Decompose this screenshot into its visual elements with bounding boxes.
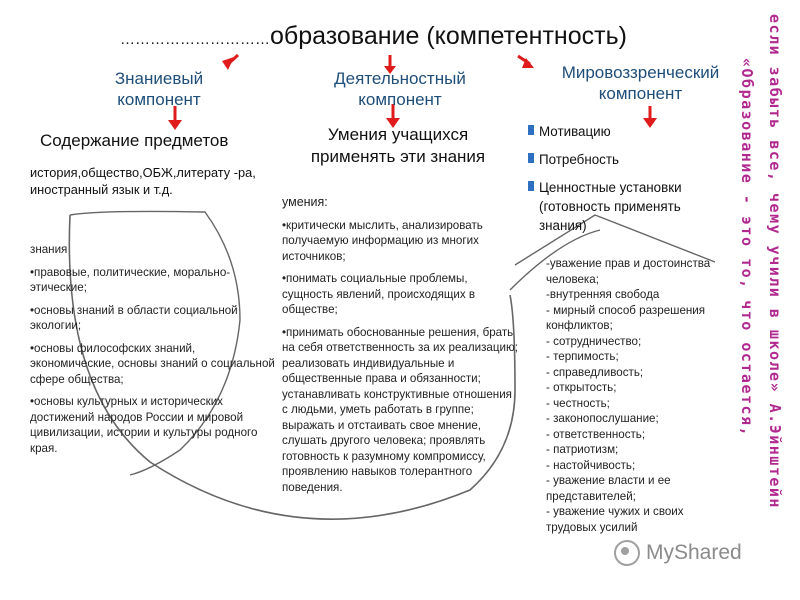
activity-label: умения: — [282, 195, 328, 209]
worldview-item: Ценностные установки (готовность применять знания) — [528, 178, 728, 235]
value-item: - патриотизм; — [546, 443, 619, 456]
value-item: - ответственность; — [546, 427, 646, 441]
title-text: образование (компетентность) — [270, 22, 627, 50]
activity-heading: Деятельностный компонент — [334, 69, 466, 109]
value-item: - справедливость; — [546, 365, 644, 379]
value-item: - настойчивость; — [546, 458, 636, 472]
bullet-icon — [528, 153, 534, 163]
worldview-item: Мотивацию — [528, 122, 728, 141]
value-item: - честность; — [546, 396, 610, 410]
bullet-icon — [528, 125, 534, 135]
knowledge-item: •правовые, политические, морально-этические; — [30, 265, 231, 294]
knowledge-subtitle: Содержание предметов — [40, 131, 229, 150]
arrow-title-right — [518, 56, 534, 68]
value-item: - законопослушание; — [546, 412, 659, 425]
value-item: - мирный способ разрешения конфликтов; — [546, 303, 706, 332]
myshared-logo — [614, 540, 742, 566]
value-item: - открытость; — [546, 381, 617, 394]
knowledge-item: •основы философских знаний, экономические, основы знаний о социальной сфере общества; — [30, 341, 275, 386]
knowledge-item: •основы культурных и исторических достижений народов России и мировой цивилизации, истории и культуры родного края. — [30, 395, 258, 455]
value-item: - терпимость; — [546, 350, 619, 363]
quote-line-2: если забыть все, чему учили в школе» А.Эйнштейн — [766, 14, 784, 509]
worldview-list — [528, 122, 728, 235]
value-item: - уважение чужих и своих трудовых усилий — [546, 505, 684, 534]
activity-item: •понимать социальные проблемы, сущность явлений, происходящих в обществе; — [282, 272, 476, 316]
arrow-title — [222, 55, 238, 70]
worldview-item: Потребность — [528, 150, 728, 169]
activity-item: •принимать обоснованные решения, брать на себя ответственность за их реализацию; реализовать индивидуальные и общественные права и обязанности; устанавливать конструктивные отношения с людьми, уметь работать в группе; выражать и отстаивать свое мнение, слушать другого человека; проявлять готовность к разумному компромиссу, проявлению навыков толерантного поведения. — [282, 325, 518, 494]
worldview-heading: Мировоззренческий компонент — [561, 63, 720, 103]
knowledge-heading: Знаниевый компонент — [114, 69, 204, 109]
value-item: - сотрудничество; — [546, 334, 642, 348]
activity-item: •критически мыслить, анализировать получаемую информацию из многих источников; — [282, 218, 483, 263]
bullet-icon — [528, 181, 534, 191]
value-item: -уважение прав и достоинства человека; — [546, 257, 711, 286]
activity-subtitle: Умения учащихся применять эти знания — [310, 125, 486, 166]
knowledge-label: знания — [30, 243, 68, 256]
value-item: - уважение власти и ее представителей; — [546, 474, 671, 503]
knowledge-item: •основы знаний в области социальной экологии; — [30, 303, 238, 332]
knowledge-subjects: история,общество,ОБЖ,литерату -ра, иностранный язык и т.д. — [30, 165, 256, 197]
knowledge-list — [30, 242, 278, 463]
page-title — [120, 22, 627, 51]
activity-list — [282, 195, 518, 502]
quote-line-1: «Образование - это то, что остается, — [738, 58, 756, 438]
worldview-values — [546, 256, 736, 535]
logo-text: MyShared — [646, 541, 742, 564]
myshared-logo-icon — [614, 540, 640, 566]
value-item: -внутренняя свобода — [546, 288, 660, 301]
title-dots: ………………………… — [120, 31, 270, 48]
